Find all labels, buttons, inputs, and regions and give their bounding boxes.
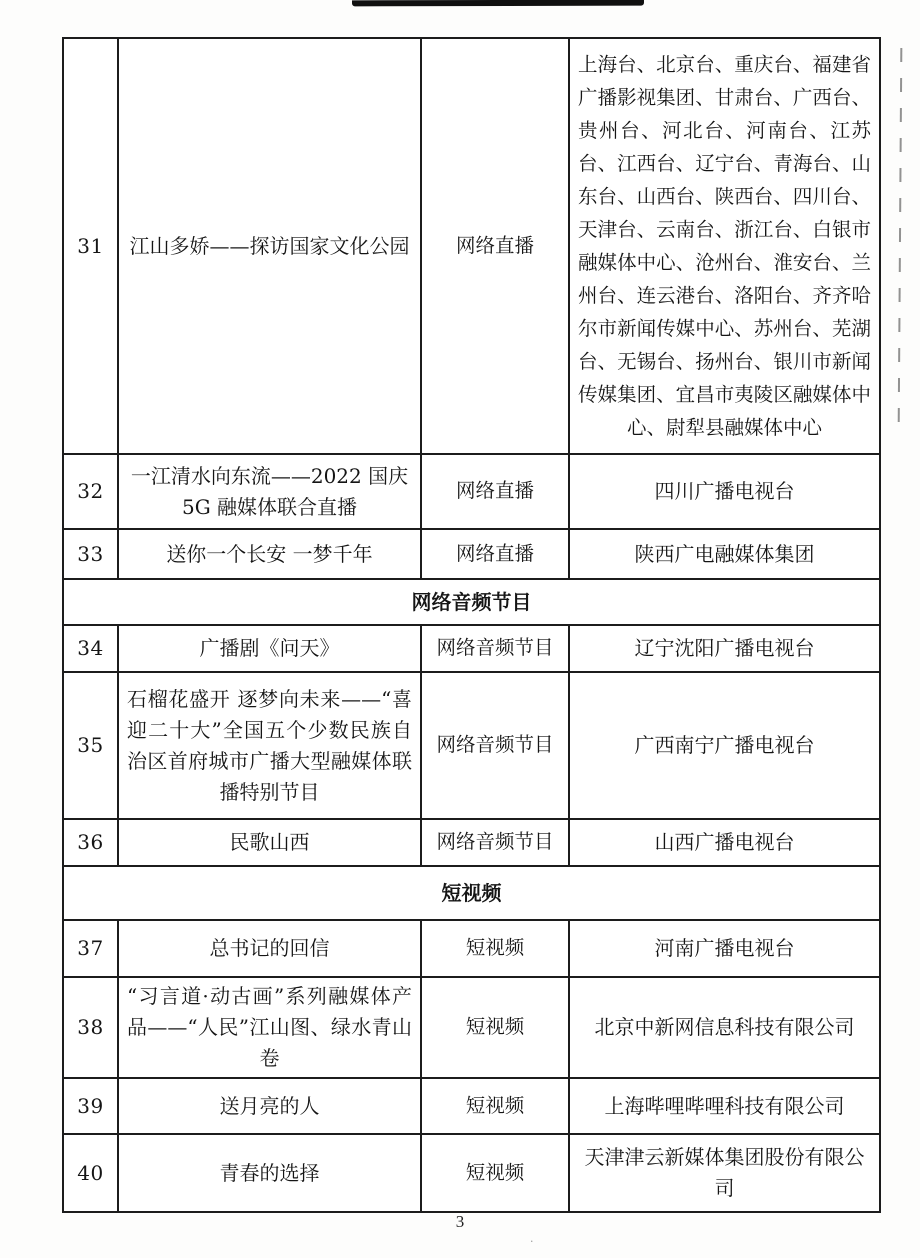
row-number-cell: 33 bbox=[63, 529, 118, 579]
row-number-cell: 32 bbox=[63, 454, 118, 529]
page-number: 3 bbox=[455, 1212, 465, 1231]
section-row bbox=[63, 866, 880, 920]
award-list-table bbox=[62, 37, 881, 1213]
title-cell: 江山多娇——探访国家文化公园 bbox=[118, 38, 421, 454]
table-row bbox=[63, 529, 880, 579]
category-cell: 网络音频节目 bbox=[421, 625, 569, 672]
title-cell: 一江清水向东流——2022 国庆 5G 融媒体联合直播 bbox=[118, 454, 421, 529]
row-number-cell: 31 bbox=[63, 38, 118, 454]
title-cell: 送月亮的人 bbox=[118, 1078, 421, 1134]
organization-cell: 上海台、北京台、重庆台、福建省广播影视集团、甘肃台、广西台、贵州台、河北台、河南台、江苏台、江西台、辽宁台、青海台、山东台、山西台、陕西台、四川台、天津台、云南台、浙江台、白银市融媒体中心、沧州台、淮安台、兰州台、连云港台、洛阳台、齐齐哈尔市新闻传媒中心、苏州台、芜湖台、无锡台、扬州台、银川市新闻传媒集团、宜昌市夷陵区融媒体中心、尉犁县融媒体中心 bbox=[569, 38, 880, 454]
table-row bbox=[63, 672, 880, 819]
table-row bbox=[63, 1134, 880, 1212]
category-cell: 短视频 bbox=[421, 1078, 569, 1134]
title-cell: 民歌山西 bbox=[118, 819, 421, 866]
category-cell: 短视频 bbox=[421, 977, 569, 1078]
table-row bbox=[63, 454, 880, 529]
category-cell: 网络直播 bbox=[421, 529, 569, 579]
table-row bbox=[63, 38, 880, 454]
category-cell: 网络直播 bbox=[421, 38, 569, 454]
award-table-body bbox=[63, 38, 880, 1212]
row-number-cell: 40 bbox=[63, 1134, 118, 1212]
section-header: 网络音频节目 bbox=[63, 579, 880, 625]
scan-speck: · bbox=[530, 1235, 534, 1248]
row-number-cell: 37 bbox=[63, 920, 118, 977]
title-cell: 石榴花盛开 逐梦向未来——“喜迎二十大”全国五个少数民族自治区首府城市广播大型融媒体联播特别节目 bbox=[118, 672, 421, 819]
row-number-cell: 35 bbox=[63, 672, 118, 819]
organization-cell: 北京中新网信息科技有限公司 bbox=[569, 977, 880, 1078]
organization-cell: 天津津云新媒体集团股份有限公司 bbox=[569, 1134, 880, 1212]
category-cell: 网络音频节目 bbox=[421, 672, 569, 819]
organization-cell: 辽宁沈阳广播电视台 bbox=[569, 625, 880, 672]
title-cell: “习言道·动古画”系列融媒体产品——“人民”江山图、绿水青山卷 bbox=[118, 977, 421, 1078]
section-header: 短视频 bbox=[63, 866, 880, 920]
row-number-cell: 39 bbox=[63, 1078, 118, 1134]
title-cell: 总书记的回信 bbox=[118, 920, 421, 977]
category-cell: 网络直播 bbox=[421, 454, 569, 529]
category-cell: 短视频 bbox=[421, 1134, 569, 1212]
table-row bbox=[63, 625, 880, 672]
organization-cell: 山西广播电视台 bbox=[569, 819, 880, 866]
row-number-cell: 36 bbox=[63, 819, 118, 866]
organization-cell: 陕西广电融媒体集团 bbox=[569, 529, 880, 579]
category-cell: 短视频 bbox=[421, 920, 569, 977]
category-cell: 网络音频节目 bbox=[421, 819, 569, 866]
organization-cell: 河南广播电视台 bbox=[569, 920, 880, 977]
title-cell: 广播剧《问天》 bbox=[118, 625, 421, 672]
title-cell: 青春的选择 bbox=[118, 1134, 421, 1212]
row-number-cell: 34 bbox=[63, 625, 118, 672]
table-row bbox=[63, 819, 880, 866]
scan-smudge bbox=[352, 0, 644, 6]
table-row bbox=[63, 920, 880, 977]
row-number-cell: 38 bbox=[63, 977, 118, 1078]
title-cell: 送你一个长安 一梦千年 bbox=[118, 529, 421, 579]
table-row bbox=[63, 1078, 880, 1134]
scan-edge-artifact bbox=[898, 48, 903, 428]
organization-cell: 广西南宁广播电视台 bbox=[569, 672, 880, 819]
organization-cell: 上海哔哩哔哩科技有限公司 bbox=[569, 1078, 880, 1134]
table-row bbox=[63, 977, 880, 1078]
organization-cell: 四川广播电视台 bbox=[569, 454, 880, 529]
section-row bbox=[63, 579, 880, 625]
